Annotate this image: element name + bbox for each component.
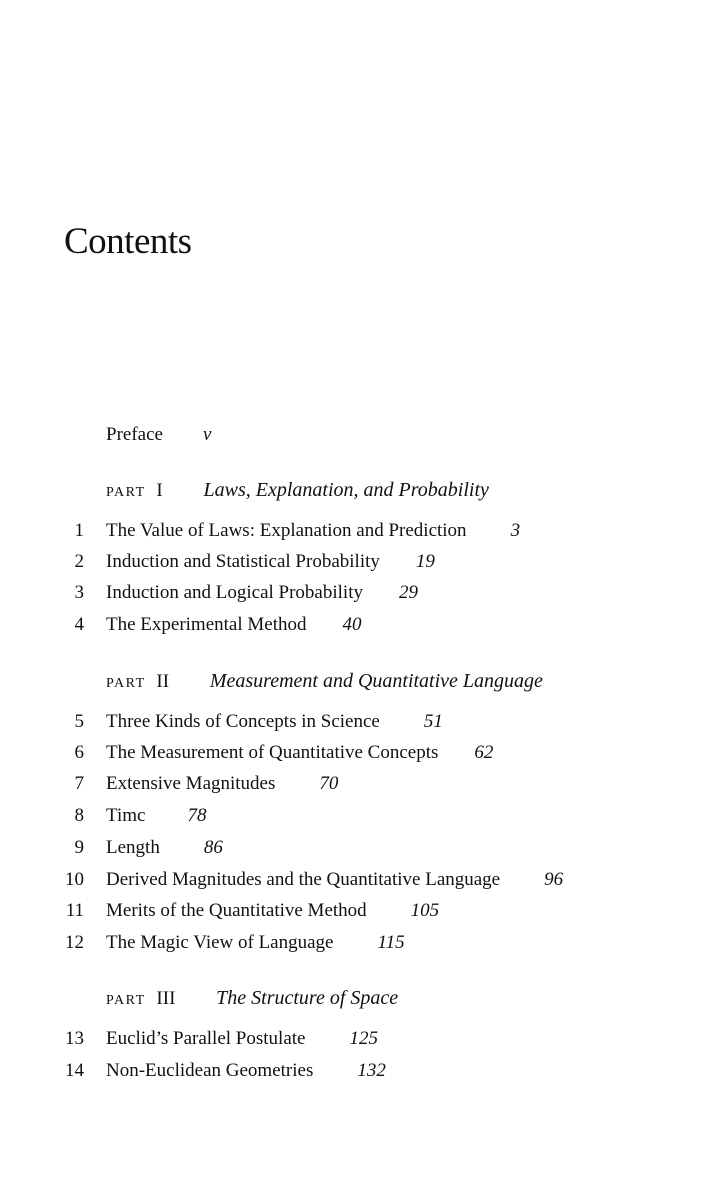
chapter-page: 40 (342, 614, 362, 635)
contents-title: Contents (64, 221, 192, 262)
chapter-page: 132 (357, 1060, 386, 1081)
chapter-title: Extensive Magnitudes (106, 773, 276, 794)
chapter-title: Induction and Logical Probability (106, 582, 363, 603)
part-title: The Structure of Space (216, 987, 399, 1009)
chapter-number: 8 (74, 805, 84, 826)
chapter-page: 29 (398, 582, 418, 603)
chapter-title: Non-Euclidean Geometries (106, 1060, 314, 1081)
chapter-title: Timc (106, 805, 146, 826)
chapter-title: Length (106, 837, 160, 858)
chapter-number: 11 (65, 900, 84, 921)
chapter-number: 3 (74, 582, 84, 603)
chapter-title: Euclid’s Parallel Postulate (106, 1028, 306, 1049)
chapter-number: 4 (74, 614, 84, 635)
chapter-number: 6 (74, 742, 84, 763)
chapter-title: Three Kinds of Concepts in Science (106, 711, 380, 732)
chapter-title: Merits of the Quantitative Method (106, 900, 367, 921)
chapter-page: 105 (410, 900, 440, 921)
chapter-page: 3 (510, 520, 521, 541)
part-word: PART (106, 676, 146, 691)
chapter-page: 96 (544, 869, 564, 890)
chapter-title: Derived Magnitudes and the Quantitative Language (106, 869, 501, 890)
chapter-page: 51 (423, 711, 443, 732)
part-heading-2 (106, 670, 543, 693)
chapter-number: 14 (65, 1060, 84, 1081)
preface-entry[interactable] (106, 424, 211, 446)
part-roman: II (156, 671, 170, 692)
chapter-title: The Measurement of Quantitative Concepts (106, 742, 439, 763)
chapter-number: 9 (74, 837, 84, 858)
chapter-title: Induction and Statistical Probability (106, 551, 380, 572)
part-roman: III (156, 988, 176, 1009)
chapter-number: 1 (74, 520, 84, 541)
chapter-title: The Magic View of Language (106, 932, 334, 953)
preface-label: Preface (106, 424, 163, 445)
part-title: Measurement and Quantitative Language (209, 670, 543, 692)
chapter-page: 78 (187, 805, 207, 826)
chapter-page: 62 (474, 742, 494, 763)
chapter-page: 19 (415, 551, 435, 572)
chapter-number: 2 (74, 551, 84, 572)
chapter-number: 12 (65, 932, 84, 953)
part-heading-3 (106, 987, 398, 1010)
part-title: Laws, Explanation, and Probability (203, 479, 489, 501)
chapter-number: 7 (74, 773, 84, 794)
part-word: PART (106, 993, 146, 1008)
part-heading-1 (106, 479, 489, 502)
chapter-title: The Experimental Method (106, 614, 307, 635)
part-word: PART (106, 485, 146, 500)
chapter-number: 10 (65, 869, 84, 890)
chapter-title: The Value of Laws: Explanation and Prediction (106, 520, 467, 541)
preface-page: v (202, 424, 212, 445)
part-roman: I (156, 480, 163, 501)
chapter-page: 115 (377, 932, 405, 953)
chapter-page: 70 (319, 773, 339, 794)
chapter-page: 125 (349, 1028, 378, 1049)
chapter-number: 13 (65, 1028, 84, 1049)
chapter-page: 86 (203, 837, 223, 858)
chapter-number: 5 (74, 711, 84, 732)
